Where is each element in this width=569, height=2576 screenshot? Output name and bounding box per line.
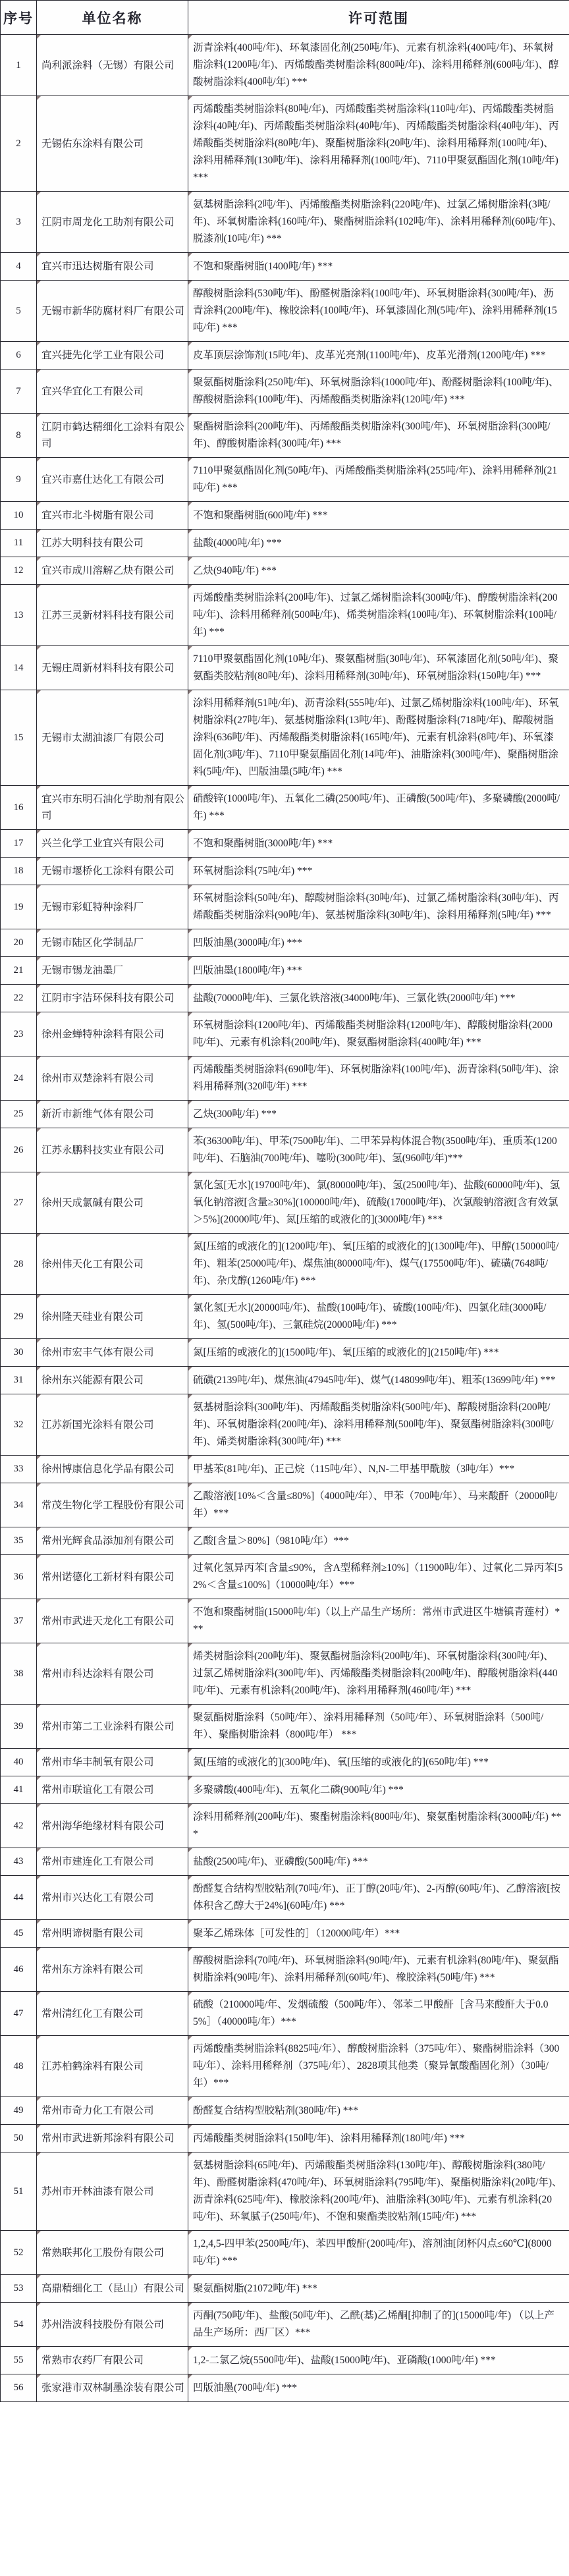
table-row <box>1 1876 569 1920</box>
company-name: 常州清红化工有限公司 <box>37 1992 188 2036</box>
permit-scope: 不饱和聚酯树脂(3000吨/年) *** <box>188 830 569 858</box>
company-name: 江苏三灵新材料科技有限公司 <box>37 585 188 646</box>
table-row <box>1 1599 569 1643</box>
table-row <box>1 885 569 929</box>
table-row <box>1 690 569 786</box>
company-name: 徐州金蝉特种涂料有限公司 <box>37 1012 188 1056</box>
row-serial: 49 <box>1 2097 37 2125</box>
company-name: 常州光辉食品添加剂有限公司 <box>37 1527 188 1555</box>
row-serial: 31 <box>1 1367 37 1394</box>
table-row <box>1 1848 569 1876</box>
permit-scope: 丙烯酸酯类树脂涂料(690吨/年)、环氧树脂涂料(100吨/年)、沥青涂料(50吨/年)、涂料用稀释剂(320吨/年) *** <box>188 1056 569 1101</box>
table-row <box>1 35 569 96</box>
table-row <box>1 985 569 1012</box>
table-row <box>1 96 569 192</box>
company-name: 无锡市太湖油漆厂有限公司 <box>37 690 188 786</box>
row-serial: 10 <box>1 502 37 530</box>
table-row <box>1 1295 569 1339</box>
company-name: 常州市华丰制氧有限公司 <box>37 1749 188 1776</box>
row-serial: 25 <box>1 1101 37 1128</box>
permit-scope: 皮革顶层涂饰剂(15吨/年)、皮革光亮剂(1100吨/年)、皮革光滑剂(1200吨/年) *** <box>188 342 569 370</box>
row-serial: 55 <box>1 2347 37 2374</box>
permit-scope: 氯化氢[无水](19700吨/年)、氯(80000吨/年)、氢(2500吨/年)、盐酸(60000吨/年)、氢氧化钠溶液[含量≥30%](100000吨/年)、硫酸(17000吨/年)、次氯酸钠溶液[含有效氯＞5%](20000吨/年)、氮[压缩的或液化的](3000吨/年) *** <box>188 1172 569 1234</box>
table-row <box>1 1527 569 1555</box>
table-header <box>1 1 569 35</box>
row-serial: 48 <box>1 2036 37 2097</box>
company-name: 宜兴市成川溶解乙炔有限公司 <box>37 557 188 585</box>
company-name: 张家港市双林制墨涂装有限公司 <box>37 2374 188 2402</box>
company-name: 江阴市宇洁环保科技有限公司 <box>37 985 188 1012</box>
permit-scope: 丙烯酸酯类树脂涂料(80吨/年)、丙烯酸酯类树脂涂料(110吨/年)、丙烯酸酯类树脂涂料(40吨/年)、丙烯酸酯类树脂涂料(40吨/年)、丙烯酸酯类树脂涂料(40吨/年)、丙烯酸酯类树脂涂料(80吨/年)、聚酯树脂涂料(20吨/年)、涂料用稀释剂(100吨/年)、涂料用稀释剂(130吨/年)、涂料用稀释剂(100吨/年)、7110甲聚氨酯固化剂(10吨/年) *** <box>188 96 569 192</box>
company-name: 常州市奇力化工有限公司 <box>37 2097 188 2125</box>
row-serial: 29 <box>1 1295 37 1339</box>
row-serial: 6 <box>1 342 37 370</box>
company-name: 常熟联邦化工股份有限公司 <box>37 2231 188 2275</box>
permit-scope: 过氧化氢异丙苯[含量≤90%，含A型稀释剂≥10%]（11900吨/年）、过氧化二异丙苯[52%＜含量≤100%]（10000吨/年）*** <box>188 1555 569 1599</box>
company-name: 宜兴市迅达树脂有限公司 <box>37 253 188 281</box>
permit-scope: 醇酸树脂涂料(70吨/年)、环氧树脂涂料(90吨/年)、元素有机涂料(80吨/年)、聚氨酯树脂涂料(90吨/年)、涂料用稀释剂(60吨/年)、橡胶涂料(50吨/年) *** <box>188 1948 569 1992</box>
table-row <box>1 192 569 253</box>
row-serial: 7 <box>1 370 37 414</box>
row-serial: 26 <box>1 1128 37 1172</box>
row-serial: 44 <box>1 1876 37 1920</box>
company-name: 常州明谛树脂有限公司 <box>37 1920 188 1948</box>
table-row <box>1 1705 569 1749</box>
table-row <box>1 502 569 530</box>
permit-scope: 丙烯酸酯类树脂涂料(200吨/年)、过氯乙烯树脂涂料(300吨/年)、醇酸树脂涂料(200吨/年)、涂料用稀释剂(500吨/年)、烯类树脂涂料(100吨/年)、环氧树脂涂料(100吨/年) *** <box>188 585 569 646</box>
row-serial: 47 <box>1 1992 37 2036</box>
table-row <box>1 2275 569 2303</box>
table-row <box>1 1101 569 1128</box>
permit-scope: 醇酸树脂涂料(530吨/年)、酚醛树脂涂料(100吨/年)、环氧树脂涂料(300吨/年)、沥青涂料(200吨/年)、橡胶涂料(100吨/年)、环氧漆固化剂(5吨/年)、涂料用稀释剂(15吨/年) *** <box>188 281 569 342</box>
company-name: 徐州隆天硅业有限公司 <box>37 1295 188 1339</box>
row-serial: 17 <box>1 830 37 858</box>
row-serial: 28 <box>1 1234 37 1295</box>
row-serial: 38 <box>1 1643 37 1705</box>
table-row <box>1 1804 569 1848</box>
permit-scope: 涂料用稀释剂(200吨/年)、聚酯树脂涂料(800吨/年)、聚氨酯树脂涂料(3000吨/年) *** <box>188 1804 569 1848</box>
company-name: 尚利派涂料（无锡）有限公司 <box>37 35 188 96</box>
company-name: 常州市联谊化工有限公司 <box>37 1776 188 1804</box>
row-serial: 22 <box>1 985 37 1012</box>
permit-scope: 环氧树脂涂料(50吨/年)、醇酸树脂涂料(30吨/年)、过氯乙烯树脂涂料(30吨/年)、丙烯酸酯类树脂涂料(90吨/年)、氨基树脂涂料(30吨/年)、涂料用稀释剂(5吨/年) *** <box>188 885 569 929</box>
permit-scope: 凹版油墨(1800吨/年) *** <box>188 957 569 985</box>
table-row <box>1 370 569 414</box>
company-name: 徐州天成氯碱有限公司 <box>37 1172 188 1234</box>
table-row <box>1 2347 569 2374</box>
row-serial: 5 <box>1 281 37 342</box>
table-row <box>1 957 569 985</box>
row-serial: 27 <box>1 1172 37 1234</box>
permit-scope: 聚氨酯树脂涂料(250吨/年)、环氧树脂涂料(1000吨/年)、酚醛树脂涂料(100吨/年)、醇酸树脂涂料(100吨/年)、丙烯酸酯类树脂涂料(120吨/年) *** <box>188 370 569 414</box>
permit-scope: 硫酸（210000吨/年、发烟硫酸（500吨/年）、邻苯二甲酸酐［含马来酸酐大于0.05%］（40000吨/年）*** <box>188 1992 569 2036</box>
col-header-company: 单位名称 <box>37 1 188 35</box>
permit-scope: 多聚磷酸(400吨/年)、五氧化二磷(900吨/年) *** <box>188 1776 569 1804</box>
row-serial: 11 <box>1 530 37 557</box>
company-name: 无锡市彩虹特种涂料厂 <box>37 885 188 929</box>
table-row <box>1 1776 569 1804</box>
table-row <box>1 646 569 690</box>
permit-scope: 凹版油墨(700吨/年) *** <box>188 2374 569 2402</box>
company-name: 兴兰化学工业宜兴有限公司 <box>37 830 188 858</box>
table-row <box>1 253 569 281</box>
company-name: 苏州市开林油漆有限公司 <box>37 2152 188 2231</box>
row-serial: 41 <box>1 1776 37 1804</box>
row-serial: 32 <box>1 1394 37 1456</box>
permit-scope: 环氧树脂涂料(75吨/年) *** <box>188 858 569 885</box>
row-serial: 23 <box>1 1012 37 1056</box>
company-name: 常州市第二工业涂料有限公司 <box>37 1705 188 1749</box>
permit-scope: 盐酸(70000吨/年)、三氯化铁溶液(34000吨/年)、三氯化铁(2000吨/年) *** <box>188 985 569 1012</box>
company-name: 常州市兴达化工有限公司 <box>37 1876 188 1920</box>
row-serial: 14 <box>1 646 37 690</box>
row-serial: 9 <box>1 458 37 502</box>
company-name: 无锡佑东涂料有限公司 <box>37 96 188 192</box>
table-body <box>1 35 569 2402</box>
table-row <box>1 585 569 646</box>
row-serial: 21 <box>1 957 37 985</box>
company-name: 常州市武进新邦涂料有限公司 <box>37 2125 188 2152</box>
company-name: 江苏大明科技有限公司 <box>37 530 188 557</box>
company-name: 宜兴华宜化工有限公司 <box>37 370 188 414</box>
company-name: 徐州市宏丰气体有限公司 <box>37 1339 188 1367</box>
company-name: 江阴市周龙化工助剂有限公司 <box>37 192 188 253</box>
row-serial: 13 <box>1 585 37 646</box>
permit-scope: 烯类树脂涂料(200吨/年)、聚氨酯树脂涂料(200吨/年)、环氧树脂涂料(300吨/年)、过氯乙烯树脂涂料(300吨/年)、丙烯酸酯类树脂涂料(200吨/年)、醇酸树脂涂料(440吨/年)、元素有机涂料(200吨/年)、涂料用稀释剂(460吨/年) *** <box>188 1643 569 1705</box>
col-header-scope: 许可范围 <box>188 1 569 35</box>
permit-scope: 聚氨酯树脂(21072吨/年) *** <box>188 2275 569 2303</box>
table-row <box>1 1339 569 1367</box>
table-row <box>1 1172 569 1234</box>
row-serial: 37 <box>1 1599 37 1643</box>
row-serial: 43 <box>1 1848 37 1876</box>
row-serial: 42 <box>1 1804 37 1848</box>
table-row <box>1 342 569 370</box>
permit-scope: 硫磺(2139吨/年)、煤焦油(47945吨/年)、煤气(148099吨/年)、粗苯(13699吨/年) *** <box>188 1367 569 1394</box>
company-name: 江苏永鹏科技实业有限公司 <box>37 1128 188 1172</box>
permit-scope: 丙烯酸酯类树脂涂料(150吨/年)、涂料用稀释剂(180吨/年) *** <box>188 2125 569 2152</box>
permit-scope: 乙炔(300吨/年) *** <box>188 1101 569 1128</box>
row-serial: 2 <box>1 96 37 192</box>
permit-scope: 乙酸[含量＞80%]（9810吨/年）*** <box>188 1527 569 1555</box>
permit-scope: 氮[压缩的或液化的](300吨/年)、氧[压缩的或液化的](650吨/年) *** <box>188 1749 569 1776</box>
row-serial: 50 <box>1 2125 37 2152</box>
table-row <box>1 2374 569 2402</box>
row-serial: 54 <box>1 2303 37 2347</box>
company-name: 徐州东兴能源有限公司 <box>37 1367 188 1394</box>
row-serial: 19 <box>1 885 37 929</box>
table-row <box>1 929 569 957</box>
table-row <box>1 786 569 830</box>
row-serial: 24 <box>1 1056 37 1101</box>
permit-scope: 乙酸溶液[10%＜含量≤80%]（4000吨/年）、甲苯（700吨/年）、马来酸酐（20000吨/年）*** <box>188 1483 569 1527</box>
row-serial: 12 <box>1 557 37 585</box>
company-name: 宜兴市北斗树脂有限公司 <box>37 502 188 530</box>
permit-scope: 盐酸(4000吨/年) *** <box>188 530 569 557</box>
table-row <box>1 2125 569 2152</box>
permit-scope: 苯(36300吨/年)、甲苯(7500吨/年)、二甲苯异构体混合物(3500吨/年)、重质苯(1200吨/年)、石脑油(700吨/年)、噻吩(300吨/年)、氢(960吨/年)*** <box>188 1128 569 1172</box>
permit-scope: 氨基树脂涂料(300吨/年)、丙烯酸酯类树脂涂料(500吨/年)、醇酸树脂涂料(200吨/年)、环氧树脂涂料(200吨/年)、涂料用稀释剂(500吨/年)、聚氨酯树脂涂料(300吨/年)、烯类树脂涂料(300吨/年) *** <box>188 1394 569 1456</box>
company-name: 常熟市农药厂有限公司 <box>37 2347 188 2374</box>
permit-scope: 涂料用稀释剂(51吨/年)、沥青涂料(555吨/年)、过氯乙烯树脂涂料(100吨/年)、环氧树脂涂料(27吨/年)、氨基树脂涂料(13吨/年)、酚醛树脂涂料(718吨/年)、醇酸树脂涂料(636吨/年)、丙烯酸酯类树脂涂料(165吨/年)、元素有机涂料(8吨/年)、环氧漆固化剂(3吨/年)、7110甲聚氨酯固化剂(14吨/年)、油脂涂料(300吨/年)、聚酯树脂涂料(5吨/年)、凹版油墨(5吨/年) *** <box>188 690 569 786</box>
permit-scope: 聚氨酯树脂涂料（50吨/年）、涂料用稀释剂（50吨/年）、环氧树脂涂料（500吨/年）、聚酯树脂涂料（800吨/年） *** <box>188 1705 569 1749</box>
table-row <box>1 2097 569 2125</box>
company-name: 常州市科达涂料有限公司 <box>37 1643 188 1705</box>
permit-scope: 乙炔(940吨/年) *** <box>188 557 569 585</box>
row-serial: 40 <box>1 1749 37 1776</box>
row-serial: 18 <box>1 858 37 885</box>
row-serial: 3 <box>1 192 37 253</box>
company-name: 常州东方涂料有限公司 <box>37 1948 188 1992</box>
table-row <box>1 2231 569 2275</box>
table-row <box>1 1128 569 1172</box>
company-name: 徐州博康信息化学品有限公司 <box>37 1456 188 1483</box>
table-row <box>1 1948 569 1992</box>
table-row <box>1 281 569 342</box>
company-name: 江苏柏鹤涂料有限公司 <box>37 2036 188 2097</box>
table-row <box>1 1012 569 1056</box>
company-name: 常州海华绝缘材料有限公司 <box>37 1804 188 1848</box>
permit-scope: 凹版油墨(3000吨/年) *** <box>188 929 569 957</box>
row-serial: 1 <box>1 35 37 96</box>
row-serial: 56 <box>1 2374 37 2402</box>
table-row <box>1 2303 569 2347</box>
row-serial: 51 <box>1 2152 37 2231</box>
table-row <box>1 458 569 502</box>
company-name: 江阴市鹤达精细化工涂料有限公司 <box>37 414 188 458</box>
company-name: 常州诺德化工新材料有限公司 <box>37 1555 188 1599</box>
permit-scope: 1,2-二氯乙烷(5500吨/年)、盐酸(15000吨/年)、亚磷酸(1000吨/年) *** <box>188 2347 569 2374</box>
company-name: 无锡市锡龙油墨厂 <box>37 957 188 985</box>
permit-scope: 沥青涂料(400吨/年)、环氧漆固化剂(250吨/年)、元素有机涂料(400吨/年)、环氧树脂涂料(1200吨/年)、丙烯酸酯类树脂涂料(800吨/年)、涂料用稀释剂(600吨/年)、醇酸树脂涂料(400吨/年) *** <box>188 35 569 96</box>
row-serial: 15 <box>1 690 37 786</box>
table-row <box>1 2152 569 2231</box>
table-row <box>1 858 569 885</box>
company-name: 新沂市新维气体有限公司 <box>37 1101 188 1128</box>
row-serial: 35 <box>1 1527 37 1555</box>
permit-scope: 硝酸锌(1000吨/年)、五氧化二磷(2500吨/年)、正磷酸(500吨/年)、多聚磷酸(2000吨/年) *** <box>188 786 569 830</box>
company-name: 苏州浩波科技股份有限公司 <box>37 2303 188 2347</box>
row-serial: 46 <box>1 1948 37 1992</box>
row-serial: 53 <box>1 2275 37 2303</box>
table-row <box>1 1555 569 1599</box>
permit-scope: 聚酯树脂涂料(200吨/年)、丙烯酸酯类树脂涂料(300吨/年)、环氧树脂涂料(300吨/年)、醇酸树脂涂料(300吨/年) *** <box>188 414 569 458</box>
row-serial: 45 <box>1 1920 37 1948</box>
company-name: 徐州市双楚涂料有限公司 <box>37 1056 188 1101</box>
permit-scope: 氮[压缩的或液化的](1500吨/年)、氧[压缩的或液化的](2150吨/年) *** <box>188 1339 569 1367</box>
company-name: 宜兴捷先化学工业有限公司 <box>37 342 188 370</box>
table-row <box>1 414 569 458</box>
permit-scope: 氨基树脂涂料(2吨/年)、丙烯酸酯类树脂涂料(220吨/年)、过氯乙烯树脂涂料(3吨/年)、环氧树脂涂料(160吨/年)、聚酯树脂涂料(102吨/年)、涂料用稀释剂(60吨/年)、脱漆剂(10吨/年) *** <box>188 192 569 253</box>
permit-scope: 甲基苯(81吨/年)、正己烷（115吨/年）、N,N-二甲基甲酰胺（3吨/年）*** <box>188 1456 569 1483</box>
row-serial: 20 <box>1 929 37 957</box>
table-row <box>1 1394 569 1456</box>
row-serial: 52 <box>1 2231 37 2275</box>
row-serial: 34 <box>1 1483 37 1527</box>
company-name: 宜兴市东明石油化学助剂有限公司 <box>37 786 188 830</box>
permit-scope: 聚苯乙烯珠体［可发性的］（120000吨/年）*** <box>188 1920 569 1948</box>
row-serial: 39 <box>1 1705 37 1749</box>
header-row <box>1 1 569 35</box>
table-row <box>1 2036 569 2097</box>
table-row <box>1 1483 569 1527</box>
company-name: 无锡庄周新材料科技有限公司 <box>37 646 188 690</box>
table-row <box>1 530 569 557</box>
permit-scope: 丙烯酸酯类树脂涂料(8825吨/年）、醇酸树脂涂料（375吨/年）、聚酯树脂涂料（300吨/年）、涂料用稀释剂（375吨/年）、2828项其他类（聚异氰酸酯固化剂）（30吨/年）*** <box>188 2036 569 2097</box>
company-name: 常州市建连化工有限公司 <box>37 1848 188 1876</box>
permit-scope: 不饱和聚酯树脂(15000吨/年)（以上产品生产场所：常州市武进区牛塘镇青莲村）*** <box>188 1599 569 1643</box>
permit-scope: 不饱和聚酯树脂(600吨/年) *** <box>188 502 569 530</box>
permit-scope: 环氧树脂涂料(1200吨/年)、丙烯酸酯类树脂涂料(1200吨/年)、醇酸树脂涂料(2000吨/年)、元素有机涂料(200吨/年)、聚氨酯树脂涂料(400吨/年) *** <box>188 1012 569 1056</box>
permit-scope: 丙酮(750吨/年)、盐酸(50吨/年)、乙酰(基)乙烯酮[抑制了的](15000吨/年) （以上产品生产场所：西厂区）*** <box>188 2303 569 2347</box>
table-row <box>1 1367 569 1394</box>
company-name: 高鼎精细化工（昆山）有限公司 <box>37 2275 188 2303</box>
row-serial: 16 <box>1 786 37 830</box>
table-row <box>1 830 569 858</box>
table-row <box>1 1992 569 2036</box>
table-row <box>1 1234 569 1295</box>
row-serial: 33 <box>1 1456 37 1483</box>
permit-scope: 盐酸(2500吨/年)、亚磷酸(500吨/年) *** <box>188 1848 569 1876</box>
table-row <box>1 1920 569 1948</box>
company-name: 无锡市陆区化学制品厂 <box>37 929 188 957</box>
row-serial: 4 <box>1 253 37 281</box>
permit-scope: 1,2,4,5-四甲苯(2500吨/年)、苯四甲酸酐(200吨/年)、溶剂油[闭杯闪点≤60℃](8000吨/年) *** <box>188 2231 569 2275</box>
company-name: 无锡市堰桥化工涂料有限公司 <box>37 858 188 885</box>
company-name: 江苏新国光涂料有限公司 <box>37 1394 188 1456</box>
permit-scope: 氨基树脂涂料(65吨/年)、丙烯酸酯类树脂涂料(130吨/年)、醇酸树脂涂料(380吨/年)、酚醛树脂涂料(470吨/年)、环氧树脂涂料(795吨/年)、聚酯树脂涂料(20吨/年)、沥青涂料(625吨/年)、橡胶涂料(200吨/年)、油脂涂料(30吨/年)、元素有机涂料(20吨/年)、环氧腻子(250吨/年)、不饱和聚酯类胶粘剂(15吨/年) *** <box>188 2152 569 2231</box>
table-row <box>1 1456 569 1483</box>
table-row <box>1 1056 569 1101</box>
company-name: 常州市武进天龙化工有限公司 <box>37 1599 188 1643</box>
company-name: 常茂生物化学工程股份有限公司 <box>37 1483 188 1527</box>
permit-scope: 7110甲聚氨酯固化剂(50吨/年)、丙烯酸酯类树脂涂料(255吨/年)、涂料用稀释剂(21吨/年) *** <box>188 458 569 502</box>
row-serial: 36 <box>1 1555 37 1599</box>
permit-scope: 7110甲聚氨酯固化剂(10吨/年)、聚氨酯树脂(30吨/年)、环氧漆固化剂(50吨/年)、聚氨酯类胶粘剂(80吨/年)、涂料用稀释剂(30吨/年)、环氧树脂涂料(150吨/年) *** <box>188 646 569 690</box>
row-serial: 8 <box>1 414 37 458</box>
permit-scope: 酚醛复合结构型胶粘剂(380吨/年) *** <box>188 2097 569 2125</box>
table-row <box>1 1643 569 1705</box>
permit-scope: 酚醛复合结构型胶粘剂(70吨/年)、正丁醇(20吨/年)、2-丙醇(60吨/年)、乙醇溶液[按体积含乙醇大于24%](60吨/年) *** <box>188 1876 569 1920</box>
company-name: 徐州伟天化工有限公司 <box>37 1234 188 1295</box>
table-row <box>1 1749 569 1776</box>
permit-scope: 氯化氢[无水](20000吨/年)、盐酸(100吨/年)、硫酸(100吨/年)、四氯化硅(3000吨/年)、氢(500吨/年)、三氯硅烷(20000吨/年) *** <box>188 1295 569 1339</box>
permit-scope: 氮[压缩的或液化的](1200吨/年)、氧[压缩的或液化的](1300吨/年)、甲醇(150000吨/年)、粗苯(25000吨/年)、煤焦油(80000吨/年)、煤气(175500吨/年)、硫磺(7648吨/年)、杂戊醇(1260吨/年) *** <box>188 1234 569 1295</box>
col-header-serial: 序号 <box>1 1 37 35</box>
company-name: 宜兴市嘉仕达化工有限公司 <box>37 458 188 502</box>
row-serial: 30 <box>1 1339 37 1367</box>
company-name: 无锡市新华防腐材料厂有限公司 <box>37 281 188 342</box>
table-row <box>1 557 569 585</box>
permit-scope: 不饱和聚酯树脂(1400吨/年) *** <box>188 253 569 281</box>
